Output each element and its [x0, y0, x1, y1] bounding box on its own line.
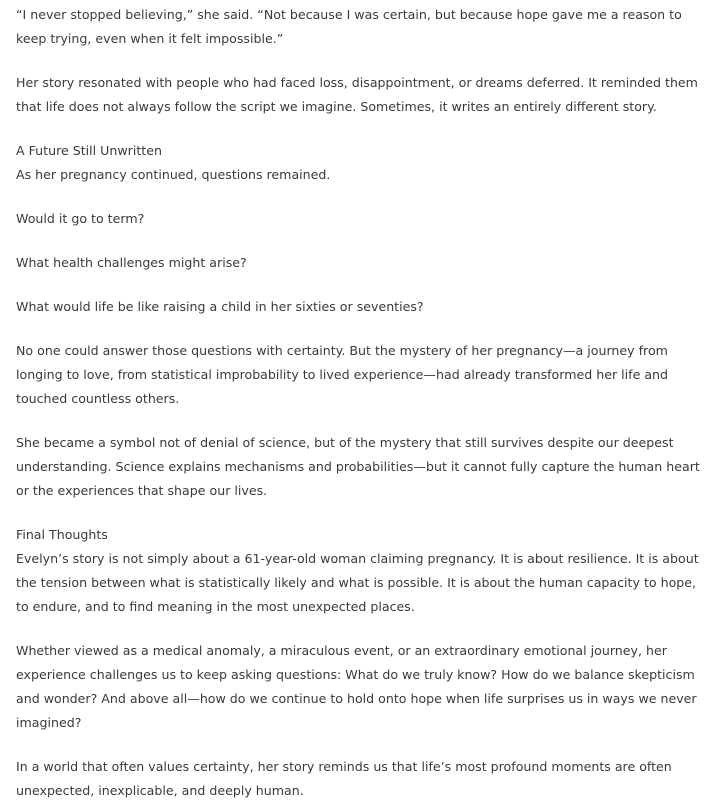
paragraph-closing: In a world that often values certainty, her story reminds us that life’s most profound moments are often unexpected, inexplicable, and deeply human. [16, 759, 672, 798]
paragraph-resonance: Her story resonated with people who had faced loss, disappointment, or dreams deferred. It reminded them that life does not always follow the script we imagine. Sometimes, it writes an entirely different story. [16, 75, 698, 114]
paragraph-symbol: She became a symbol not of denial of science, but of the mystery that still survives despite our deepest understanding. Science explains mechanisms and probabilities—but it cannot fully capture the human heart or the experiences that shape our lives. [16, 435, 700, 498]
paragraph-question-life: What would life be like raising a child in her sixties or seventies? [16, 299, 424, 314]
paragraph-wonder: Whether viewed as a medical anomaly, a miraculous event, or an extraordinary emotional journey, her experience challenges us to keep asking questions: What do we truly know? How do we balance skepticism and wonder? And above all—how do we continue to hold onto hope when life surprises us in ways we never imagined? [16, 643, 697, 730]
paragraph-question-health: What health challenges might arise? [16, 255, 247, 270]
paragraph-certainty: No one could answer those questions with certainty. But the mystery of her pregnancy—a journey from longing to love, from statistical improbability to lived experience—had already transformed her life and touched countless others. [16, 343, 669, 406]
section-heading-final-thoughts: Final Thoughts [16, 527, 108, 542]
section-heading-future: A Future Still Unwritten [16, 143, 162, 158]
paragraph-resilience: Evelyn’s story is not simply about a 61-year-old woman claiming pregnancy. It is about resilience. It is about the tension between what is statistically likely and what is possible. It is about the human capacity to hope, to endure, and to find meaning in the most unexpected places. [16, 551, 699, 614]
paragraph-question-term: Would it go to term? [16, 211, 145, 226]
paragraph-quote: “I never stopped believing,” she said. “Not because I was certain, but because hope gave me a reason to keep trying, even when it felt impossible.” [16, 7, 682, 46]
paragraph-questions-intro: As her pregnancy continued, questions remained. [16, 167, 331, 182]
